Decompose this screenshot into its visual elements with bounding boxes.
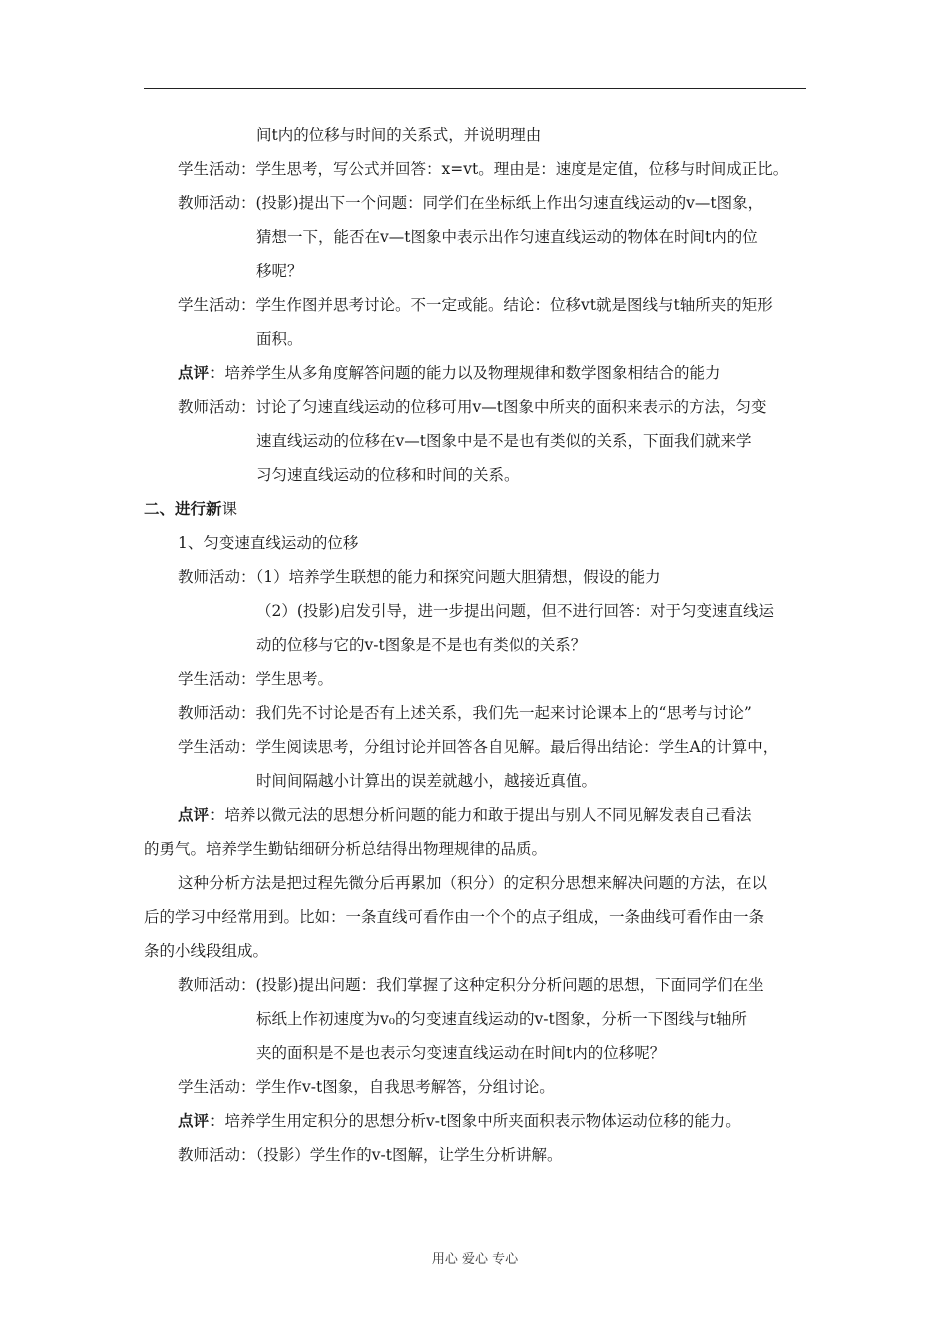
section-heading-main: 二、进行新 xyxy=(144,499,222,518)
paragraph-line: 动的位移与它的v-t图象是不是也有类似的关系？ xyxy=(256,636,587,654)
teacher-activity: 教师活动：(投影)提出问题：我们掌握了这种定积分分析问题的思想，下面同学们在坐 xyxy=(178,976,764,994)
comment xyxy=(144,356,806,390)
subsection-heading: 1、匀变速直线运动的位移 xyxy=(178,534,359,552)
section-heading-tail: 课 xyxy=(221,500,238,518)
paragraph-line: 间t内的位移与时间的关系式，并说明理由 xyxy=(256,126,542,144)
paragraph-line: 速直线运动的位移在v—t图象中是不是也有类似的关系，下面我们就来学 xyxy=(256,432,752,450)
document-body xyxy=(144,118,806,1172)
header-rule xyxy=(144,88,806,89)
student-activity: 学生活动：学生作图并思考讨论。不一定或能。结论：位移vt就是图线与t轴所夹的矩形 xyxy=(178,296,773,314)
comment-text: ：培养以微元法的思想分析问题的能力和敢于提出与别人不同见解发表自己看法 xyxy=(209,806,752,824)
teacher-activity: 教师活动：讨论了匀速直线运动的位移可用v—t图象中所夹的面积来表示的方法，匀变 xyxy=(178,398,767,416)
teacher-activity: 教师活动：（投影）学生作的v-t图解，让学生分析讲解。 xyxy=(178,1146,563,1164)
page-footer: 用心 爱心 专心 xyxy=(431,1252,519,1267)
paragraph-line: 面积。 xyxy=(256,330,303,348)
student-activity: 学生活动：学生作v-t图象，自我思考解答，分组讨论。 xyxy=(178,1078,555,1096)
teacher-activity: 教师活动：我们先不讨论是否有上述关系，我们先一起来讨论课本上的“思考与讨论” xyxy=(178,704,752,722)
paragraph-line: 这种分析方法是把过程先微分后再累加（积分）的定积分思想来解决问题的方法，在以 xyxy=(178,874,768,892)
paragraph-line: 时间间隔越小计算出的误差就越小，越接近真值。 xyxy=(256,772,598,790)
teacher-activity: 教师活动：（1）培养学生联想的能力和探究问题大胆猜想，假设的能力 xyxy=(178,568,661,586)
paragraph-line: 后的学习中经常用到。比如：一条直线可看作由一个个的点子组成，一条曲线可看作由一条 xyxy=(144,908,765,926)
student-activity: 学生活动：学生思考，写公式并回答：x=vt。理由是：速度是定值，位移与时间成正比。 xyxy=(178,160,789,178)
student-activity: 学生活动：学生思考。 xyxy=(178,670,334,688)
paragraph-line: 条的小线段组成。 xyxy=(144,942,269,960)
student-activity: 学生活动：学生阅读思考，分组讨论并回答各自见解。最后得出结论：学生A的计算中， xyxy=(178,738,779,756)
comment-text: ：培养学生用定积分的思想分析v-t图象中所夹面积表示物体运动位移的能力。 xyxy=(209,1112,741,1130)
comment-label: 点评 xyxy=(178,805,210,824)
paragraph-line: 移呢？ xyxy=(256,262,303,280)
paragraph-line: 的勇气。培养学生勤钻细研分析总结得出物理规律的品质。 xyxy=(144,840,548,858)
comment xyxy=(144,1104,806,1138)
paragraph-line: 习匀速直线运动的位移和时间的关系。 xyxy=(256,466,520,484)
paragraph-line: 夹的面积是不是也表示匀变速直线运动在时间t内的位移呢？ xyxy=(256,1044,666,1062)
comment-label: 点评 xyxy=(178,1111,210,1130)
comment xyxy=(144,798,806,832)
teacher-activity: 教师活动：(投影)提出下一个问题：同学们在坐标纸上作出匀速直线运动的v—t图象， xyxy=(178,194,764,212)
comment-text: ：培养学生从多角度解答问题的能力以及物理规律和数学图象相结合的能力 xyxy=(209,364,721,382)
comment-label: 点评 xyxy=(178,363,210,382)
paragraph-line: 猜想一下，能否在v—t图象中表示出作匀速直线运动的物体在时间t内的位 xyxy=(256,228,758,246)
paragraph-line: （2）(投影)启发引导，进一步提出问题，但不进行回答：对于匀变速直线运 xyxy=(256,602,774,620)
paragraph-line: 标纸上作初速度为v₀的匀变速直线运动的v-t图象，分析一下图线与t轴所 xyxy=(256,1010,747,1028)
section-heading xyxy=(144,492,806,526)
